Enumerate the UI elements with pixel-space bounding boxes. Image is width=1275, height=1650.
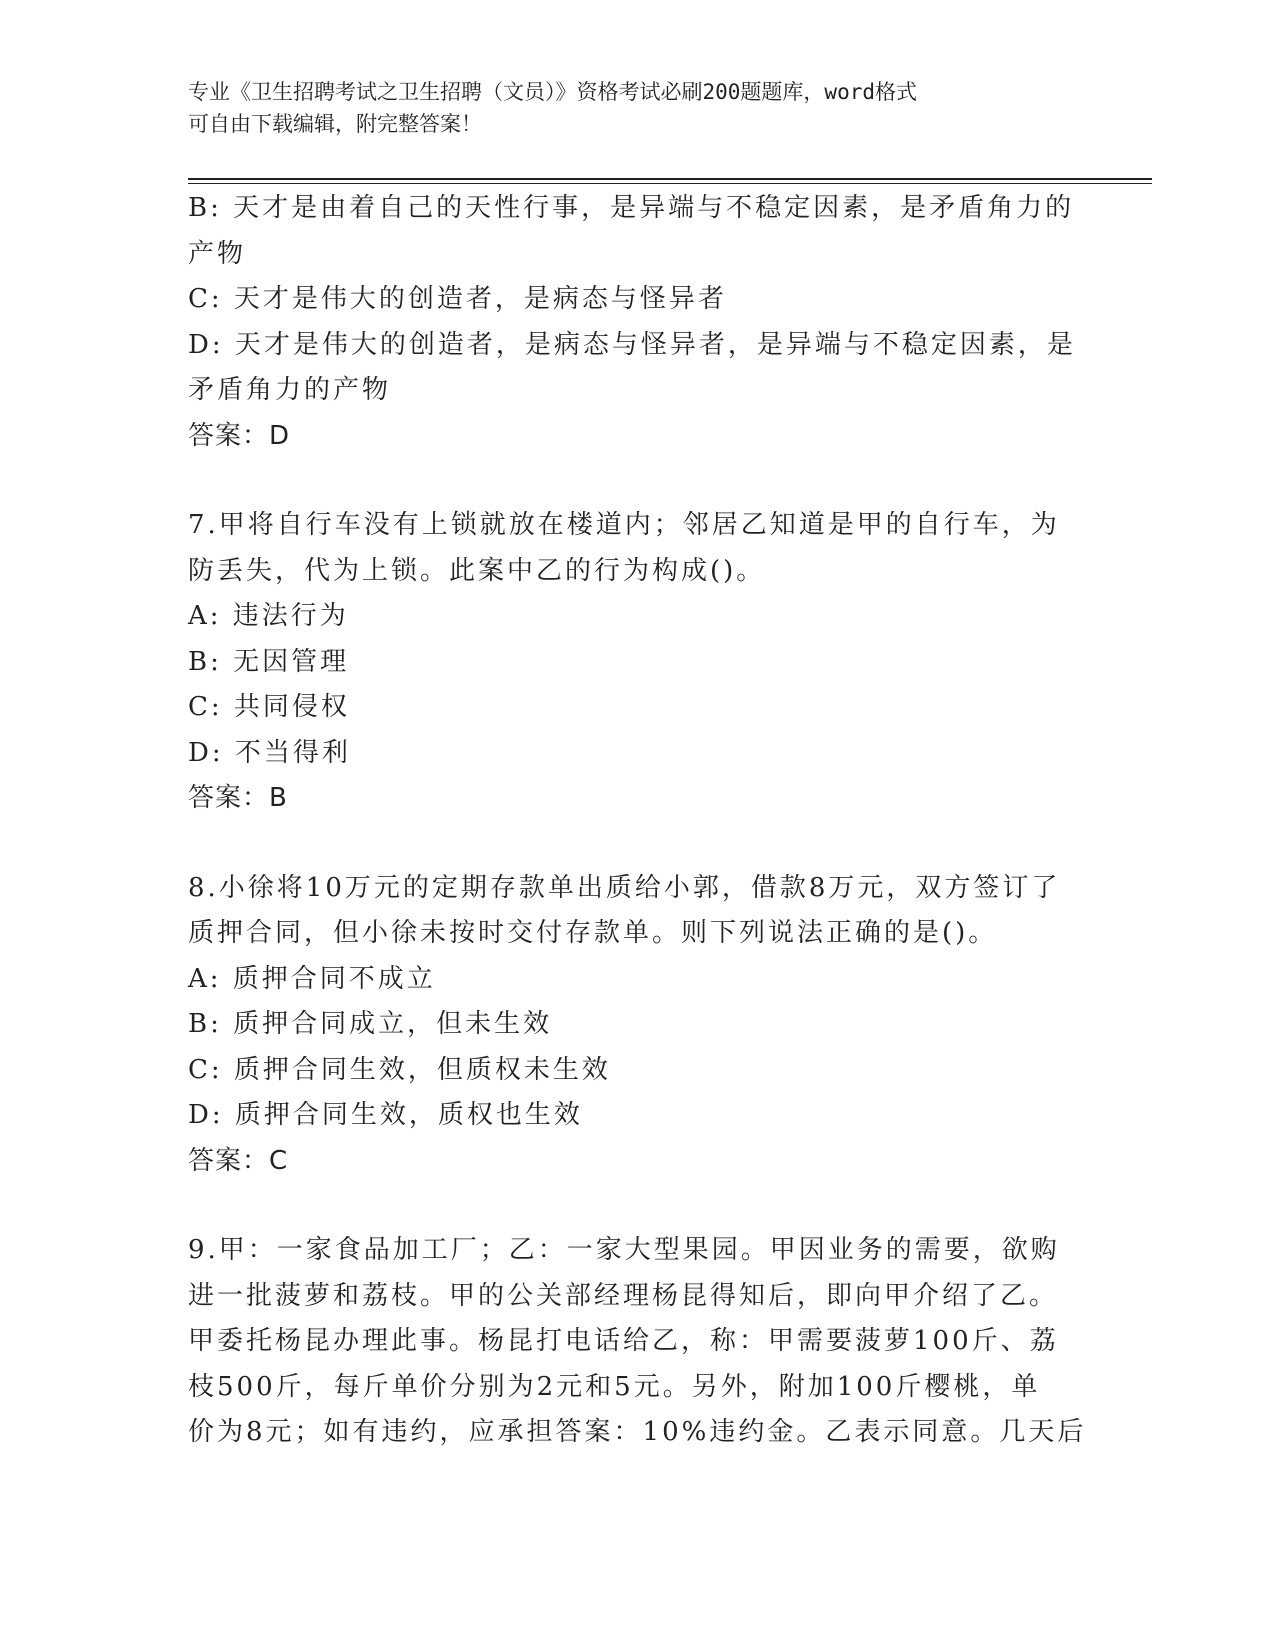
question-8-option-a: A: 质押合同不成立	[188, 963, 436, 994]
question-9-block	[188, 1228, 1088, 1456]
question-content	[188, 186, 1088, 1456]
spacer	[188, 822, 1088, 866]
question-7-option-b: B: 无因管理	[188, 646, 350, 677]
question-8-stem-line-1: 8.小徐将10万元的定期存款单出质给小郭，借款8万元，双方签订了	[188, 872, 1061, 903]
question-7-stem-line-1: 7.甲将自行车没有上锁就放在楼道内；邻居乙知道是甲的自行车，为	[188, 510, 1060, 540]
header-divider-thin	[188, 183, 1152, 184]
question-6-option-d-line-1: D: 天才是伟大的创造者，是病态与怪异者，是异端与不稳定因素，是	[188, 329, 1076, 360]
header-divider-thick	[188, 178, 1152, 180]
question-7-answer: 答案：B	[188, 783, 288, 813]
question-8-option-b: B: 质押合同成立，但未生效	[188, 1009, 553, 1039]
question-6-option-d-line-2: 矛盾角力的产物	[188, 375, 392, 405]
question-7-stem-line-2: 防丢失，代为上锁。此案中乙的行为构成()。	[188, 555, 766, 586]
question-9-stem-line-1: 9.甲：一家食品加工厂；乙：一家大型果园。甲因业务的需要，欲购	[188, 1235, 1060, 1265]
question-7-option-d: D: 不当得利	[188, 737, 351, 768]
spacer	[188, 1184, 1088, 1228]
question-8-block	[188, 866, 1088, 1185]
header-title-line-2: 可自由下载编辑，附完整答案！	[188, 112, 482, 136]
question-8-option-d: D: 质押合同生效，质权也生效	[188, 1100, 583, 1130]
question-8-stem-line-2: 质押合同，但小徐未按时交付存款单。则下列说法正确的是()。	[188, 918, 998, 948]
question-8-answer: 答案：C	[188, 1145, 289, 1176]
question-7-option-c: C: 共同侵权	[188, 692, 350, 722]
header-title-line-1: 专业《卫生招聘考试之卫生招聘（文员）》资格考试必刷200题题库，word格式	[188, 80, 917, 104]
question-9-stem-line-3: 甲委托杨昆办理此事。杨昆打电话给乙，称：甲需要菠萝100斤、荔	[188, 1326, 1059, 1356]
question-6-block	[188, 186, 1088, 459]
question-6-option-c: C: 天才是伟大的创造者，是病态与怪异者	[188, 284, 727, 314]
spacer	[188, 459, 1088, 503]
question-9-stem-line-2: 进一批菠萝和荔枝。甲的公关部经理杨昆得知后，即向甲介绍了乙。	[188, 1280, 1059, 1311]
question-8-option-c: C: 质押合同生效，但质权未生效	[188, 1054, 611, 1085]
question-7-block	[188, 503, 1088, 822]
document-header	[188, 76, 1068, 140]
question-6-option-b-line-1: B: 天才是由着自己的天性行事，是异端与不稳定因素，是矛盾角力的	[188, 193, 1075, 223]
question-6-answer: 答案：D	[188, 420, 291, 451]
question-9-stem-line-4: 枝500斤，每斤单价分别为2元和5元。另外，附加100斤樱桃，单	[188, 1371, 1041, 1402]
question-7-option-a: A: 违法行为	[188, 601, 349, 631]
question-6-option-b-line-2: 产物	[188, 238, 247, 269]
question-9-stem-line-5: 价为8元；如有违约，应承担答案：10%违约金。乙表示同意。几天后	[188, 1417, 1087, 1447]
